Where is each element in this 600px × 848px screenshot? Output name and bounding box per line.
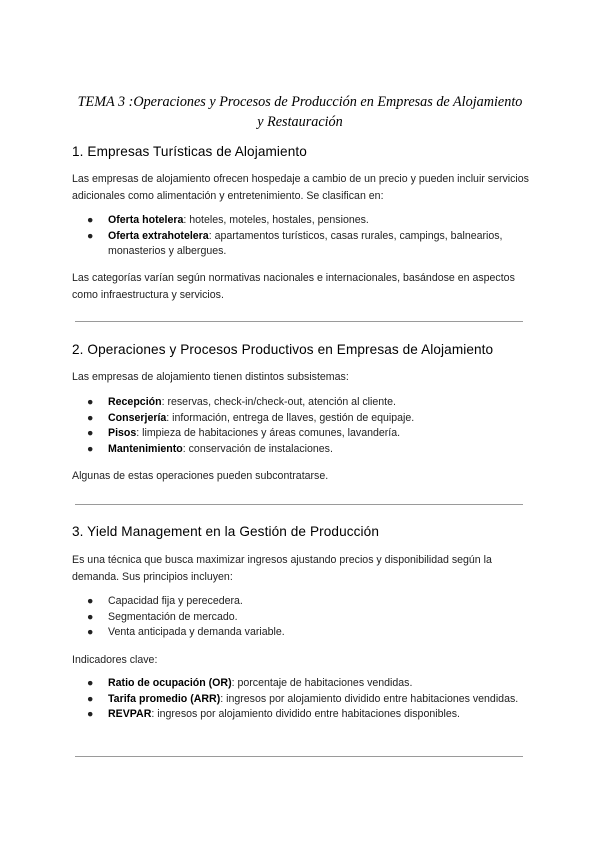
bullet-icon: ● [87, 411, 94, 424]
bullet-icon: ● [87, 626, 94, 638]
item-term: Oferta extrahotelera [108, 229, 209, 242]
bullet-icon: ● [87, 708, 94, 720]
section-1-heading: 1. Empresas Turísticas de Alojamiento [72, 144, 307, 159]
item-term: Mantenimiento [108, 442, 183, 455]
list-item [72, 625, 527, 641]
item-text: Venta anticipada y demanda variable. [108, 626, 285, 638]
document-title [60, 92, 540, 132]
item-text: : reservas, check-in/check-out, atención al cliente. [161, 396, 396, 408]
list-item [72, 229, 527, 260]
item-text: : porcentaje de habitaciones vendidas. [231, 677, 413, 689]
item-term: REVPAR [108, 708, 152, 720]
item-text: : ingresos por alojamiento dividido entre habitaciones vendidas. [220, 692, 519, 705]
section-2-outro: Algunas de estas operaciones pueden subcontratarse. [72, 470, 329, 482]
list-item [72, 426, 527, 442]
section-3-intro: Es una técnica que busca maximizar ingresos ajustando precios y disponibilidad según la demanda. Sus principios incluyen: [72, 554, 492, 583]
divider [75, 756, 523, 757]
item-term: Oferta hotelera [108, 214, 184, 226]
list-item [72, 411, 527, 427]
item-term: Ratio de ocupación (OR) [108, 677, 232, 689]
item-text: Capacidad fija y perecedera. [108, 595, 243, 607]
list-item [72, 442, 527, 458]
bullet-icon: ● [87, 442, 94, 455]
item-text: : limpieza de habitaciones y áreas comunes, lavandería. [136, 427, 401, 439]
item-term: Conserjería [108, 411, 167, 424]
bullet-icon: ● [87, 610, 94, 623]
item-text: : apartamentos turísticos, casas rurales, campings, balnearios, monasterios y albergues. [108, 229, 503, 257]
item-term: Pisos [108, 427, 137, 439]
bullet-icon: ● [87, 229, 94, 242]
title-line-1: TEMA 3 :Operaciones y Procesos de Producción en Empresas de Alojamiento [77, 94, 523, 110]
list-item [72, 676, 527, 692]
item-text: Segmentación de mercado. [108, 610, 238, 623]
divider [75, 321, 523, 322]
divider [75, 504, 523, 505]
item-text: : información, entrega de llaves, gestión de equipaje. [166, 411, 415, 424]
item-text: : hoteles, moteles, hostales, pensiones. [183, 214, 369, 226]
list-item [72, 692, 527, 708]
section-1-list [72, 213, 527, 260]
section-2-list [72, 395, 527, 457]
section-3-indicators-list [72, 676, 527, 723]
item-term: Recepción [108, 396, 162, 408]
bullet-icon: ● [87, 396, 94, 408]
section-2-intro: Las empresas de alojamiento tienen distintos subsistemas: [72, 371, 349, 383]
section-1-outro: Las categorías varían según normativas nacionales e internacionales, basándose en aspectos como infraestructura y servicios. [72, 272, 515, 301]
list-item [72, 707, 527, 723]
bullet-icon: ● [87, 427, 94, 439]
list-item [72, 594, 527, 610]
section-3-heading: 3. Yield Management en la Gestión de Producción [72, 524, 379, 539]
item-term: Tarifa promedio (ARR) [108, 692, 221, 705]
section-3-principles-list [72, 594, 527, 641]
title-line-2: y Restauración [257, 114, 343, 130]
bullet-icon: ● [87, 595, 94, 607]
bullet-icon: ● [87, 677, 94, 689]
bullet-icon: ● [87, 692, 94, 705]
list-item [72, 395, 527, 411]
section-2-heading: 2. Operaciones y Procesos Productivos en Empresas de Alojamiento [72, 342, 494, 357]
section-1-intro: Las empresas de alojamiento ofrecen hospedaje a cambio de un precio y pueden incluir servicios adicionales como alimentación y entretenimiento. Se clasifican en: [72, 173, 529, 202]
item-text: : conservación de instalaciones. [182, 442, 333, 455]
indicators-label: Indicadores clave: [72, 654, 158, 666]
item-text: : ingresos por alojamiento dividido entre habitaciones disponibles. [151, 708, 460, 720]
list-item [72, 213, 527, 229]
bullet-icon: ● [87, 214, 94, 226]
list-item [72, 610, 527, 626]
